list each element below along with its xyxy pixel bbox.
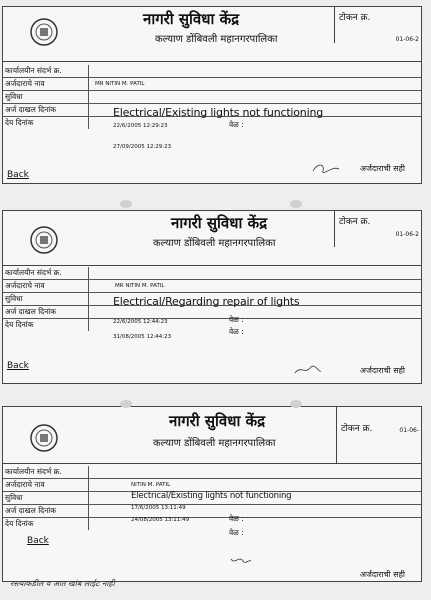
service-description: Electrical/Existing lights not functioning [131,491,292,501]
municipal-seal-icon [29,17,59,47]
time-label: वेळ : [229,315,244,324]
row-facility: सुविधा [3,293,421,306]
handwritten-note: रस्त्याकडील व आत खांब लाईट नाही [10,579,115,588]
back-link[interactable]: Back [7,170,29,180]
filed-date: 22/6/2005 12:29:23 [113,123,168,129]
row-reference: कार्यालयीन संदर्भ क्र. [3,466,421,479]
row-reference: कार्यालयीन संदर्भ क्र. [3,267,421,280]
binder-clip-mark [290,200,302,208]
service-description: Electrical/Existing lights not functioning [113,106,323,119]
time-label: वेळ : [229,120,244,129]
token-box [336,407,421,463]
time-label-2: वेळ : [229,528,244,537]
applicant-name: NITIN M. PATIL [131,482,171,488]
row-due: देय दिनांक [3,518,421,530]
time-label: वेळ : [229,514,244,523]
binder-clip-mark [290,400,302,408]
back-link[interactable]: Back [27,536,49,546]
signature-label: अर्जदाराची सही [359,366,405,375]
service-description: Electrical/Regarding repair of lights [113,295,300,308]
token-box [334,211,421,247]
due-date: 31/08/2005 12:44:23 [113,334,172,340]
complaint-slip-1 [2,6,422,184]
complaint-slip-2 [2,210,422,384]
corporation-name: कल्याण डोंबिवली महानगरपालिका [153,438,276,449]
filed-date: 17/6/2005 13:11:49 [131,505,186,511]
row-filed: अर्ज दाखल दिनांक [3,104,421,117]
center-title: नागरी सुविधा केंद्र [171,214,268,232]
row-due: देय दिनांक [3,117,421,129]
due-date: 27/09/2005 12:29:23 [113,144,172,150]
applicant-name: MR NITIN M. PATIL [115,283,165,289]
municipal-seal-icon [29,423,59,453]
slip-header [3,211,421,266]
slip-code: 01-06-2 [395,231,419,238]
center-title: नागरी सुविधा केंद्र [143,10,240,28]
token-label: टोकन क्र. [339,13,371,23]
time-label-2: वेळ : [229,327,244,336]
back-link[interactable]: Back [7,361,29,371]
slip-code: 01-06- [399,427,419,434]
signature-label: अर्जदाराची सही [359,570,405,579]
row-name: अर्जदाराचे नाव NITIN M. PATIL [3,479,421,492]
slip-code: 01-06-2 [395,36,419,43]
slip-header [3,407,421,464]
row-name: अर्जदाराचे नाव MR NITIN M. PATIL [3,280,421,293]
row-name: अर्जदाराचे नाव MR NITIN M. PATIL [3,78,421,91]
municipal-seal-icon [29,225,59,255]
slip-header [3,7,421,62]
row-filed: अर्ज दाखल दिनांक [3,505,421,518]
signature-scribble-icon [229,553,253,567]
row-due: देय दिनांक [3,319,421,331]
token-label: टोकन क्र. [341,424,373,434]
center-title: नागरी सुविधा केंद्र [169,412,266,430]
corporation-name: कल्याण डोंबिवली महानगरपालिका [155,34,278,45]
row-facility: सुविधा [3,91,421,104]
token-label: टोकन क्र. [339,217,371,227]
binder-clip-mark [120,400,132,408]
corporation-name: कल्याण डोंबिवली महानगरपालिका [153,238,276,249]
filed-date: 22/6/2005 12:44:23 [113,319,168,325]
complaint-slip-3 [2,406,422,582]
applicant-name: MR NITIN M. PATIL [95,81,145,87]
binder-clip-mark [120,200,132,208]
signature-label: अर्जदाराची सही [359,164,405,173]
signature-scribble-icon [293,361,323,377]
row-reference: कार्यालयीन संदर्भ क्र. [3,65,421,78]
signature-scribble-icon [311,161,341,177]
row-filed: अर्ज दाखल दिनांक [3,306,421,319]
due-date: 24/08/2005 13:11:49 [131,517,190,523]
row-facility: सुविधा [3,492,421,505]
